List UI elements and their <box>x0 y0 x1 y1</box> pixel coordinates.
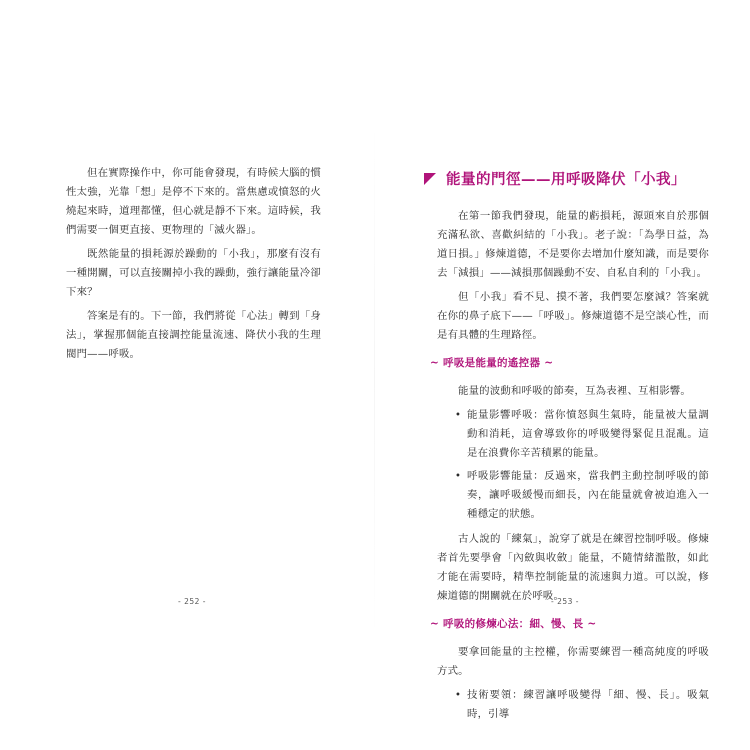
subsection-2-lead: 要拿回能量的主控權，你需要練習一種高純度的呼吸方式。 <box>437 646 709 677</box>
right-intro-paragraph-1: 在第一節我們發現，能量的虧損耗，源頭來自於那個充滿私欲、喜歡糾結的「小我」。老子說：「為學日益，為道日損。」修煉道德，不是要你去增加什麼知識，而是要你去「減損」——減損那個躁動不安、自私自利的「小我」。 <box>437 210 709 279</box>
left-paragraph-2: 既然能量的損耗源於躁動的「小我」，那麼有沒有一種開關，可以直接關掉小我的躁動，強行讓能量冷卻下來？ <box>66 248 321 298</box>
bullet-dot-icon: • <box>455 471 462 482</box>
left-page-text <box>66 164 321 369</box>
subsection-heading-1: ~ 呼吸是能量的遙控器 ~ <box>430 357 554 369</box>
bullet-text: 技術要領：練習讓呼吸變得「細、慢、長」。吸氣時，引導 <box>467 689 709 720</box>
triangle-marker-icon <box>424 173 436 185</box>
subsection-1-lead: 能量的波動和呼吸的節奏，互為表裡、互相影響。 <box>458 385 691 397</box>
subsection-2-bullets <box>437 686 709 724</box>
section-heading <box>424 168 709 189</box>
bullet-dot-icon: • <box>455 690 462 701</box>
left-paragraph-1: 但在實際操作中，你可能會發現，有時候大腦的慣性太強，光靠「想」是停不下來的。當焦慮或憤怒的火燒起來時，道理都懂，但心就是靜不下來。這時候，我們需要一個更直接、更物理的「滅火器」。 <box>66 167 321 236</box>
subsection-1-closing: 古人說的「練氣」，說穿了就是在練習控制呼吸。修煉者首先要學會「內斂與收斂」能量，不隨情緒濫散，如此才能在需要時，精準控制能量的流速與力道。可以說，修煉道德的開關就在於呼吸。 <box>437 533 709 602</box>
right-page <box>375 0 750 750</box>
left-paragraph-3: 答案是有的。下一節，我們將從「心法」轉到「身法」，掌握那個能直接調控能量流速、降伏小我的生理閥門——呼吸。 <box>66 310 321 360</box>
list-item <box>455 686 709 724</box>
bullet-dot-icon: • <box>455 410 462 421</box>
subsection-1-bullets <box>437 406 709 524</box>
page-number-right: - 253 - <box>551 597 579 606</box>
list-item <box>455 406 709 463</box>
list-item <box>455 467 709 524</box>
page-number-left: - 252 - <box>178 597 206 606</box>
bullet-text: 能量影響呼吸：當你憤怒與生氣時，能量被大量調動和消耗，這會導致你的呼吸變得緊促且混亂。這是在浪費你辛苦積累的能量。 <box>467 409 709 459</box>
subsection-heading-2: ~ 呼吸的修煉心法：細、慢、長 ~ <box>430 618 597 630</box>
bullet-text: 呼吸影響能量：反過來，當我們主動控制呼吸的節奏，讓呼吸緩慢而細長，內在能量就會被迫進入一種穩定的狀態。 <box>467 470 709 520</box>
right-intro-paragraph-2: 但「小我」看不見、摸不著，我們要怎麼減？答案就在你的鼻子底下——「呼吸」。修煉道德不是空談心性，而是有具體的生理路徑。 <box>437 291 709 341</box>
section-title: 能量的門徑——用呼吸降伏「小我」 <box>446 171 686 188</box>
right-page-text <box>430 168 709 730</box>
